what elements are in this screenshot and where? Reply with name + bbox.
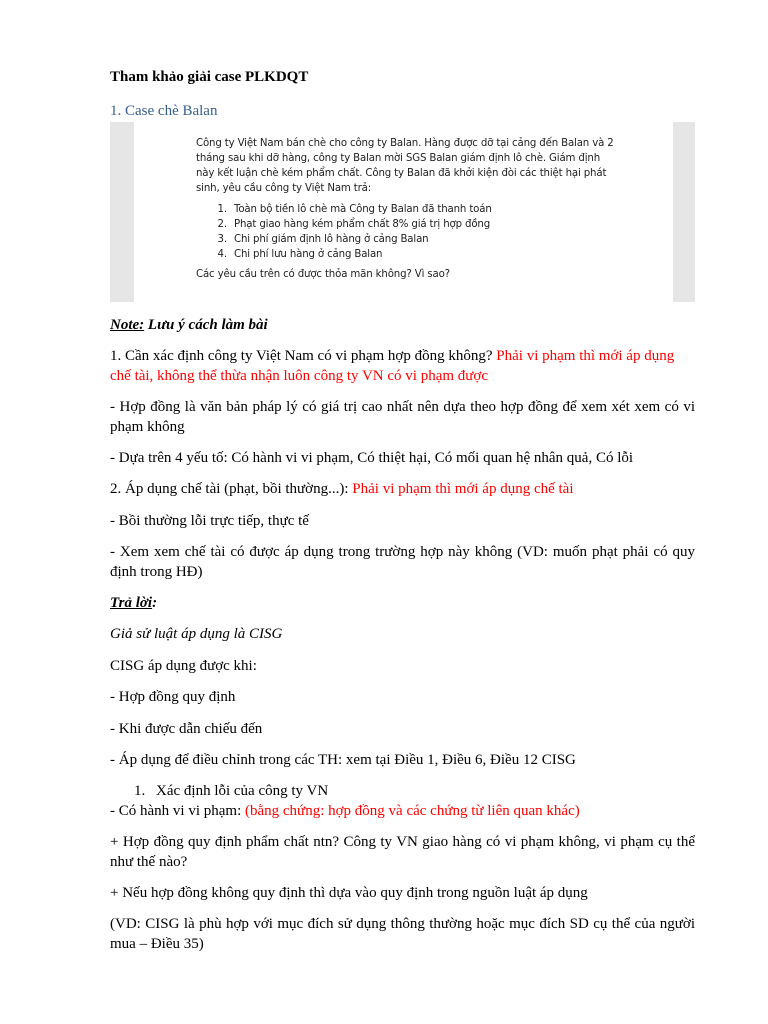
- plus-1: + Hợp đồng quy định phẩm chất ntn? Công ty VN giao hàng có vi phạm không, vi phạm cụ thể như thế nào?: [110, 834, 695, 870]
- assumption: Giả sử luật áp dụng là CISG: [110, 626, 283, 642]
- step-1: [110, 781, 719, 801]
- case-description: [196, 136, 616, 282]
- cisg-case: - Khi được dẫn chiếu đến: [110, 721, 263, 737]
- point-2-highlight: Phải vi phạm thì mới áp dụng chế tài: [352, 481, 574, 497]
- document-title: Tham khảo giải case PLKDQT: [110, 69, 309, 85]
- point-1-highlight: Phải vi phạm thì mới áp dụng chế tài, không thể thừa nhận luôn công ty VN có vi phạm được: [110, 348, 675, 384]
- section-heading: 1. Case chè Balan: [110, 103, 218, 119]
- violation-text: - Có hành vi vi phạm:: [110, 803, 245, 819]
- violation-highlight: (bằng chứng: hợp đồng và các chứng từ liên quan khác): [245, 803, 580, 819]
- step-1-text: Xác định lỗi của công ty VN: [156, 783, 329, 799]
- image-right-bar: [673, 122, 695, 302]
- step-1-number: 1.: [134, 783, 146, 799]
- point-1-sub-2: - Dựa trên 4 yếu tố: Có hành vi vi phạm, Có thiệt hại, Có mối quan hệ nhân quả, Có lỗi: [110, 450, 634, 466]
- cisg-when: CISG áp dụng được khi:: [110, 658, 257, 674]
- answer-label: Trả lời: [110, 595, 153, 611]
- answer-colon: :: [152, 595, 158, 611]
- claim-item: 4. Chi phí lưu hàng ở cảng Balan: [230, 247, 616, 262]
- point-2: [110, 479, 695, 499]
- case-intro: Công ty Việt Nam bán chè cho công ty Balan. Hàng được dỡ tại cảng đến Balan và 2 tháng sau khi dỡ hàng, công ty Balan mời SGS Balan giám định lô chè. Giám định này kết luận chè kém phẩm chất. Công ty Balan đã khởi kiện đòi các thiệt hại phát sinh, yêu cầu công ty Việt Nam trả:: [196, 138, 614, 194]
- point-1-text: 1. Cần xác định công ty Việt Nam có vi phạm hợp đồng không?: [110, 348, 497, 364]
- answer-heading: [110, 593, 695, 613]
- plus-2: + Nếu hợp đồng không quy định thì dựa vào quy định trong nguồn luật áp dụng: [110, 885, 588, 901]
- point-1-sub-1: - Hợp đồng là văn bản pháp lý có giá trị cao nhất nên dựa theo hợp đồng để xem xét xem có vi phạm không: [110, 399, 695, 435]
- claim-item: 3. Chi phí giám định lô hàng ở cảng Balan: [230, 232, 616, 247]
- case-question: Các yêu cầu trên có được thỏa mãn không? Vì sao?: [196, 269, 450, 280]
- claim-item: 1. Toàn bộ tiền lô chè mà Công ty Balan đã thanh toán: [230, 202, 616, 217]
- note-label: Note:: [110, 317, 145, 333]
- case-image: [110, 122, 695, 302]
- example: (VD: CISG là phù hợp với mục đích sử dụng thông thường hoặc mục đích SD cụ thể của người mua – Điều 35): [110, 916, 695, 952]
- claims-list: [196, 202, 616, 262]
- note-paragraph: [110, 315, 695, 335]
- point-2-sub-1: - Bồi thường lỗi trực tiếp, thực tế: [110, 513, 309, 529]
- violation: [110, 801, 695, 821]
- point-2-text: 2. Áp dụng chế tài (phạt, bồi thường...):: [110, 481, 353, 497]
- cisg-case: - Hợp đồng quy định: [110, 689, 236, 705]
- claim-item: 2. Phạt giao hàng kém phẩm chất 8% giá trị hợp đồng: [230, 217, 616, 232]
- image-left-bar: [110, 122, 134, 302]
- point-2-sub-2: - Xem xem chế tài có được áp dụng trong trường hợp này không (VD: muốn phạt phải có quy định trong HĐ): [110, 544, 695, 580]
- note-text: Lưu ý cách làm bài: [144, 317, 268, 333]
- point-1: [110, 346, 695, 386]
- cisg-case: - Áp dụng để điều chỉnh trong các TH: xem tại Điều 1, Điều 6, Điều 12 CISG: [110, 752, 576, 768]
